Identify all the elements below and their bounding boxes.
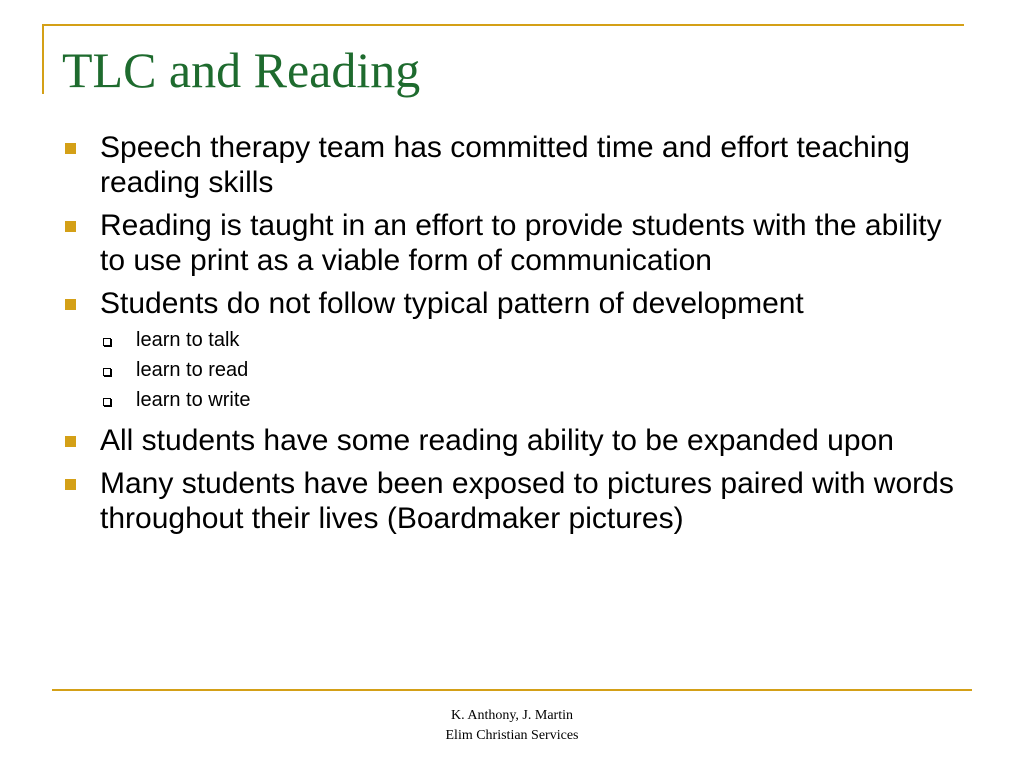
- bullet-text: Many students have been exposed to pictures paired with words throughout their lives (Boardmaker pictures): [100, 467, 954, 535]
- slide-title: TLC and Reading: [62, 42, 421, 98]
- frame-left-line: [42, 24, 44, 94]
- hollow-square-icon: [103, 368, 111, 376]
- square-bullet-icon: [65, 221, 76, 232]
- sub-bullet-item: [100, 385, 962, 415]
- slide-footer: [412, 706, 612, 746]
- bullet-text: Speech therapy team has committed time and effort teaching reading skills: [100, 131, 910, 199]
- bullet-list: [62, 130, 962, 544]
- bullet-text: Reading is taught in an effort to provide students with the ability to use print as a viable form of communication: [100, 209, 942, 277]
- bullet-item: [62, 130, 962, 200]
- square-bullet-icon: [65, 479, 76, 490]
- sub-bullet-text: learn to talk: [136, 329, 240, 351]
- square-bullet-icon: [65, 436, 76, 447]
- sub-bullet-text: learn to write: [136, 389, 251, 411]
- bullet-item: [62, 466, 962, 536]
- frame-top-line: [42, 24, 964, 26]
- sub-bullet-list: [100, 325, 962, 415]
- hollow-square-icon: [103, 398, 111, 406]
- bullet-text: All students have some reading ability to be expanded upon: [100, 424, 894, 457]
- footer-organization: Elim Christian Services: [445, 728, 579, 743]
- hollow-square-icon: [103, 338, 111, 346]
- frame-bottom-line: [52, 689, 972, 691]
- bullet-item: [62, 286, 962, 415]
- sub-bullet-item: [100, 325, 962, 355]
- sub-bullet-text: learn to read: [136, 359, 249, 381]
- square-bullet-icon: [65, 143, 76, 154]
- square-bullet-icon: [65, 299, 76, 310]
- bullet-item: [62, 208, 962, 278]
- bullet-item: [62, 423, 962, 458]
- sub-bullet-item: [100, 355, 962, 385]
- bullet-text: Students do not follow typical pattern of development: [100, 287, 804, 320]
- footer-authors: K. Anthony, J. Martin: [451, 708, 573, 723]
